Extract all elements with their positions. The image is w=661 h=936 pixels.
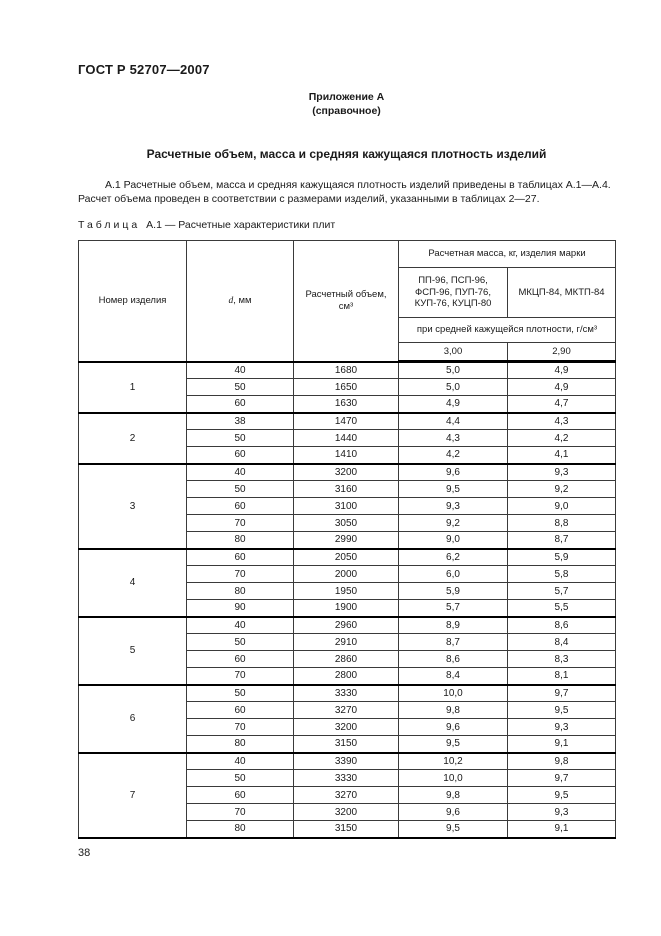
table-cell: 60 <box>187 549 294 566</box>
table-cell: 3050 <box>294 515 399 532</box>
table-cell: 40 <box>187 617 294 634</box>
item-number-cell: 4 <box>79 549 187 617</box>
table-cell: 60 <box>187 787 294 804</box>
intro-paragraph <box>78 179 618 206</box>
table-cell: 1630 <box>294 396 399 413</box>
table-cell: 4,4 <box>399 413 508 430</box>
doc-code: ГОСТ Р 52707—2007 <box>78 62 210 77</box>
table-cell: 9,2 <box>508 481 616 498</box>
header-density-290: 2,90 <box>508 343 616 362</box>
table-cell: 80 <box>187 532 294 549</box>
table-cell: 3100 <box>294 498 399 515</box>
data-table <box>78 240 616 839</box>
table-cell: 6,2 <box>399 549 508 566</box>
item-number-cell: 6 <box>79 685 187 753</box>
table-cell: 10,0 <box>399 685 508 702</box>
table-cell: 9,3 <box>508 464 616 481</box>
table-cell: 60 <box>187 651 294 668</box>
table-cell: 70 <box>187 515 294 532</box>
table-cell: 1680 <box>294 362 399 379</box>
table-cell: 9,7 <box>508 685 616 702</box>
table-cell: 9,8 <box>508 753 616 770</box>
table-cell: 10,0 <box>399 770 508 787</box>
table-cell: 70 <box>187 566 294 583</box>
table-cell: 9,5 <box>508 787 616 804</box>
table-cell: 5,8 <box>508 566 616 583</box>
header-mass-group: Расчетная масса, кг, изделия марки <box>399 241 616 268</box>
table-cell: 8,7 <box>508 532 616 549</box>
table-cell: 8,8 <box>508 515 616 532</box>
table-cell: 8,6 <box>508 617 616 634</box>
table-cell: 4,9 <box>508 379 616 396</box>
table-cell: 3200 <box>294 719 399 736</box>
table-cell: 80 <box>187 583 294 600</box>
table-cell: 9,8 <box>399 702 508 719</box>
header-density-300: 3,00 <box>399 343 508 362</box>
table-cell: 40 <box>187 464 294 481</box>
header-marks-2: МКЦП-84, МКТП-84 <box>508 268 616 318</box>
table-row <box>79 549 616 566</box>
page-number: 38 <box>78 847 91 859</box>
table-cell: 9,6 <box>399 464 508 481</box>
table-row <box>79 413 616 430</box>
item-number-cell: 7 <box>79 753 187 838</box>
table-cell: 1440 <box>294 430 399 447</box>
table-cell: 70 <box>187 668 294 685</box>
table-cell: 8,4 <box>508 634 616 651</box>
table-cell: 50 <box>187 481 294 498</box>
table-cell: 4,7 <box>508 396 616 413</box>
table-cell: 8,1 <box>508 668 616 685</box>
appendix-block <box>78 90 615 118</box>
table-cell: 40 <box>187 362 294 379</box>
table-cell: 8,4 <box>399 668 508 685</box>
table-cell: 50 <box>187 685 294 702</box>
table-cell: 4,9 <box>399 396 508 413</box>
table-cell: 9,0 <box>399 532 508 549</box>
table-cell: 9,5 <box>399 481 508 498</box>
table-cell: 4,2 <box>399 447 508 464</box>
appendix-note: (справочное) <box>312 105 381 117</box>
header-volume: Расчетный объем, см³ <box>294 241 399 362</box>
table-cell: 8,7 <box>399 634 508 651</box>
table-cell: 9,8 <box>399 787 508 804</box>
table-cell: 3200 <box>294 464 399 481</box>
table-cell: 1470 <box>294 413 399 430</box>
table-cell: 5,5 <box>508 600 616 617</box>
table-cell: 50 <box>187 770 294 787</box>
table-cell: 5,9 <box>508 549 616 566</box>
header-d-unit: , мм <box>233 294 252 306</box>
header-density: при средней кажущейся плотности, г/см³ <box>399 318 616 343</box>
header-marks-1: ПП-96, ПСП-96, ФСП-96, ПУП-76, КУП-76, КУЦП-80 <box>399 268 508 318</box>
table-cell: 8,3 <box>508 651 616 668</box>
table-cell: 9,3 <box>508 804 616 821</box>
table-cell: 2860 <box>294 651 399 668</box>
table-cell: 8,6 <box>399 651 508 668</box>
table-cell: 4,3 <box>508 413 616 430</box>
table-caption-text: А.1 — Расчетные характеристики плит <box>146 219 336 231</box>
table-cell: 3330 <box>294 685 399 702</box>
table-row <box>79 362 616 379</box>
header-item-number: Номер изделия <box>79 241 187 362</box>
table-cell: 50 <box>187 430 294 447</box>
table-cell: 60 <box>187 447 294 464</box>
table-cell: 50 <box>187 379 294 396</box>
table-cell: 4,3 <box>399 430 508 447</box>
table-cell: 9,1 <box>508 736 616 753</box>
table-cell: 3200 <box>294 804 399 821</box>
table-cell: 9,7 <box>508 770 616 787</box>
table-cell: 2990 <box>294 532 399 549</box>
table-cell: 3150 <box>294 736 399 753</box>
table-cell: 3270 <box>294 702 399 719</box>
table-cell: 70 <box>187 804 294 821</box>
appendix-label: Приложение А <box>308 91 385 103</box>
table-cell: 60 <box>187 498 294 515</box>
intro-line-2: Расчет объема проведен в соответствии с размерами изделий, указанными в таблицах 2—27. <box>78 192 540 205</box>
table-cell: 5,7 <box>399 600 508 617</box>
table-cell: 3330 <box>294 770 399 787</box>
item-number-cell: 5 <box>79 617 187 685</box>
table-caption-word: Таблица <box>78 219 141 231</box>
table-cell: 9,1 <box>508 821 616 838</box>
table-cell: 4,2 <box>508 430 616 447</box>
table-cell: 2960 <box>294 617 399 634</box>
item-number-cell: 3 <box>79 464 187 549</box>
table-row <box>79 464 616 481</box>
table-cell: 4,9 <box>508 362 616 379</box>
table-cell: 60 <box>187 702 294 719</box>
table-cell: 9,2 <box>399 515 508 532</box>
header-d-symbol: d <box>228 295 234 306</box>
item-number-cell: 1 <box>79 362 187 413</box>
page-title: Расчетные объем, масса и средняя кажущаяся плотность изделий <box>146 147 547 161</box>
table-cell: 2050 <box>294 549 399 566</box>
table-cell: 3160 <box>294 481 399 498</box>
table-cell: 80 <box>187 736 294 753</box>
table-cell: 8,9 <box>399 617 508 634</box>
table-cell: 9,0 <box>508 498 616 515</box>
table-cell: 38 <box>187 413 294 430</box>
table-cell: 3390 <box>294 753 399 770</box>
table-cell: 5,7 <box>508 583 616 600</box>
table-cell: 1410 <box>294 447 399 464</box>
intro-line-1: А.1 Расчетные объем, масса и средняя кажущаяся плотность изделий приведены в таблицах А.1—А.4. <box>105 179 611 191</box>
table-cell: 90 <box>187 600 294 617</box>
table-cell: 10,2 <box>399 753 508 770</box>
table-cell: 1900 <box>294 600 399 617</box>
table-cell: 60 <box>187 396 294 413</box>
table-cell: 5,0 <box>399 362 508 379</box>
table-cell: 2000 <box>294 566 399 583</box>
table-cell: 1950 <box>294 583 399 600</box>
table-cell: 9,6 <box>399 804 508 821</box>
table-cell: 9,3 <box>399 498 508 515</box>
table-cell: 70 <box>187 719 294 736</box>
item-number-cell: 2 <box>79 413 187 464</box>
table-cell: 5,9 <box>399 583 508 600</box>
table-cell: 9,5 <box>399 821 508 838</box>
table-cell: 3270 <box>294 787 399 804</box>
table-cell: 9,5 <box>508 702 616 719</box>
table-cell: 5,0 <box>399 379 508 396</box>
table-cell: 2910 <box>294 634 399 651</box>
table-row <box>79 685 616 702</box>
table-cell: 9,3 <box>508 719 616 736</box>
table-cell: 40 <box>187 753 294 770</box>
table-body <box>79 362 616 838</box>
table-cell: 9,5 <box>399 736 508 753</box>
table-cell: 2800 <box>294 668 399 685</box>
table-row <box>79 617 616 634</box>
table-cell: 50 <box>187 634 294 651</box>
table-row <box>79 753 616 770</box>
table-header <box>79 241 616 362</box>
header-d-mm <box>187 241 294 362</box>
table-caption <box>78 219 615 231</box>
table-cell: 80 <box>187 821 294 838</box>
table-cell: 6,0 <box>399 566 508 583</box>
table-cell: 4,1 <box>508 447 616 464</box>
table-cell: 9,6 <box>399 719 508 736</box>
table-cell: 3150 <box>294 821 399 838</box>
table-cell: 1650 <box>294 379 399 396</box>
